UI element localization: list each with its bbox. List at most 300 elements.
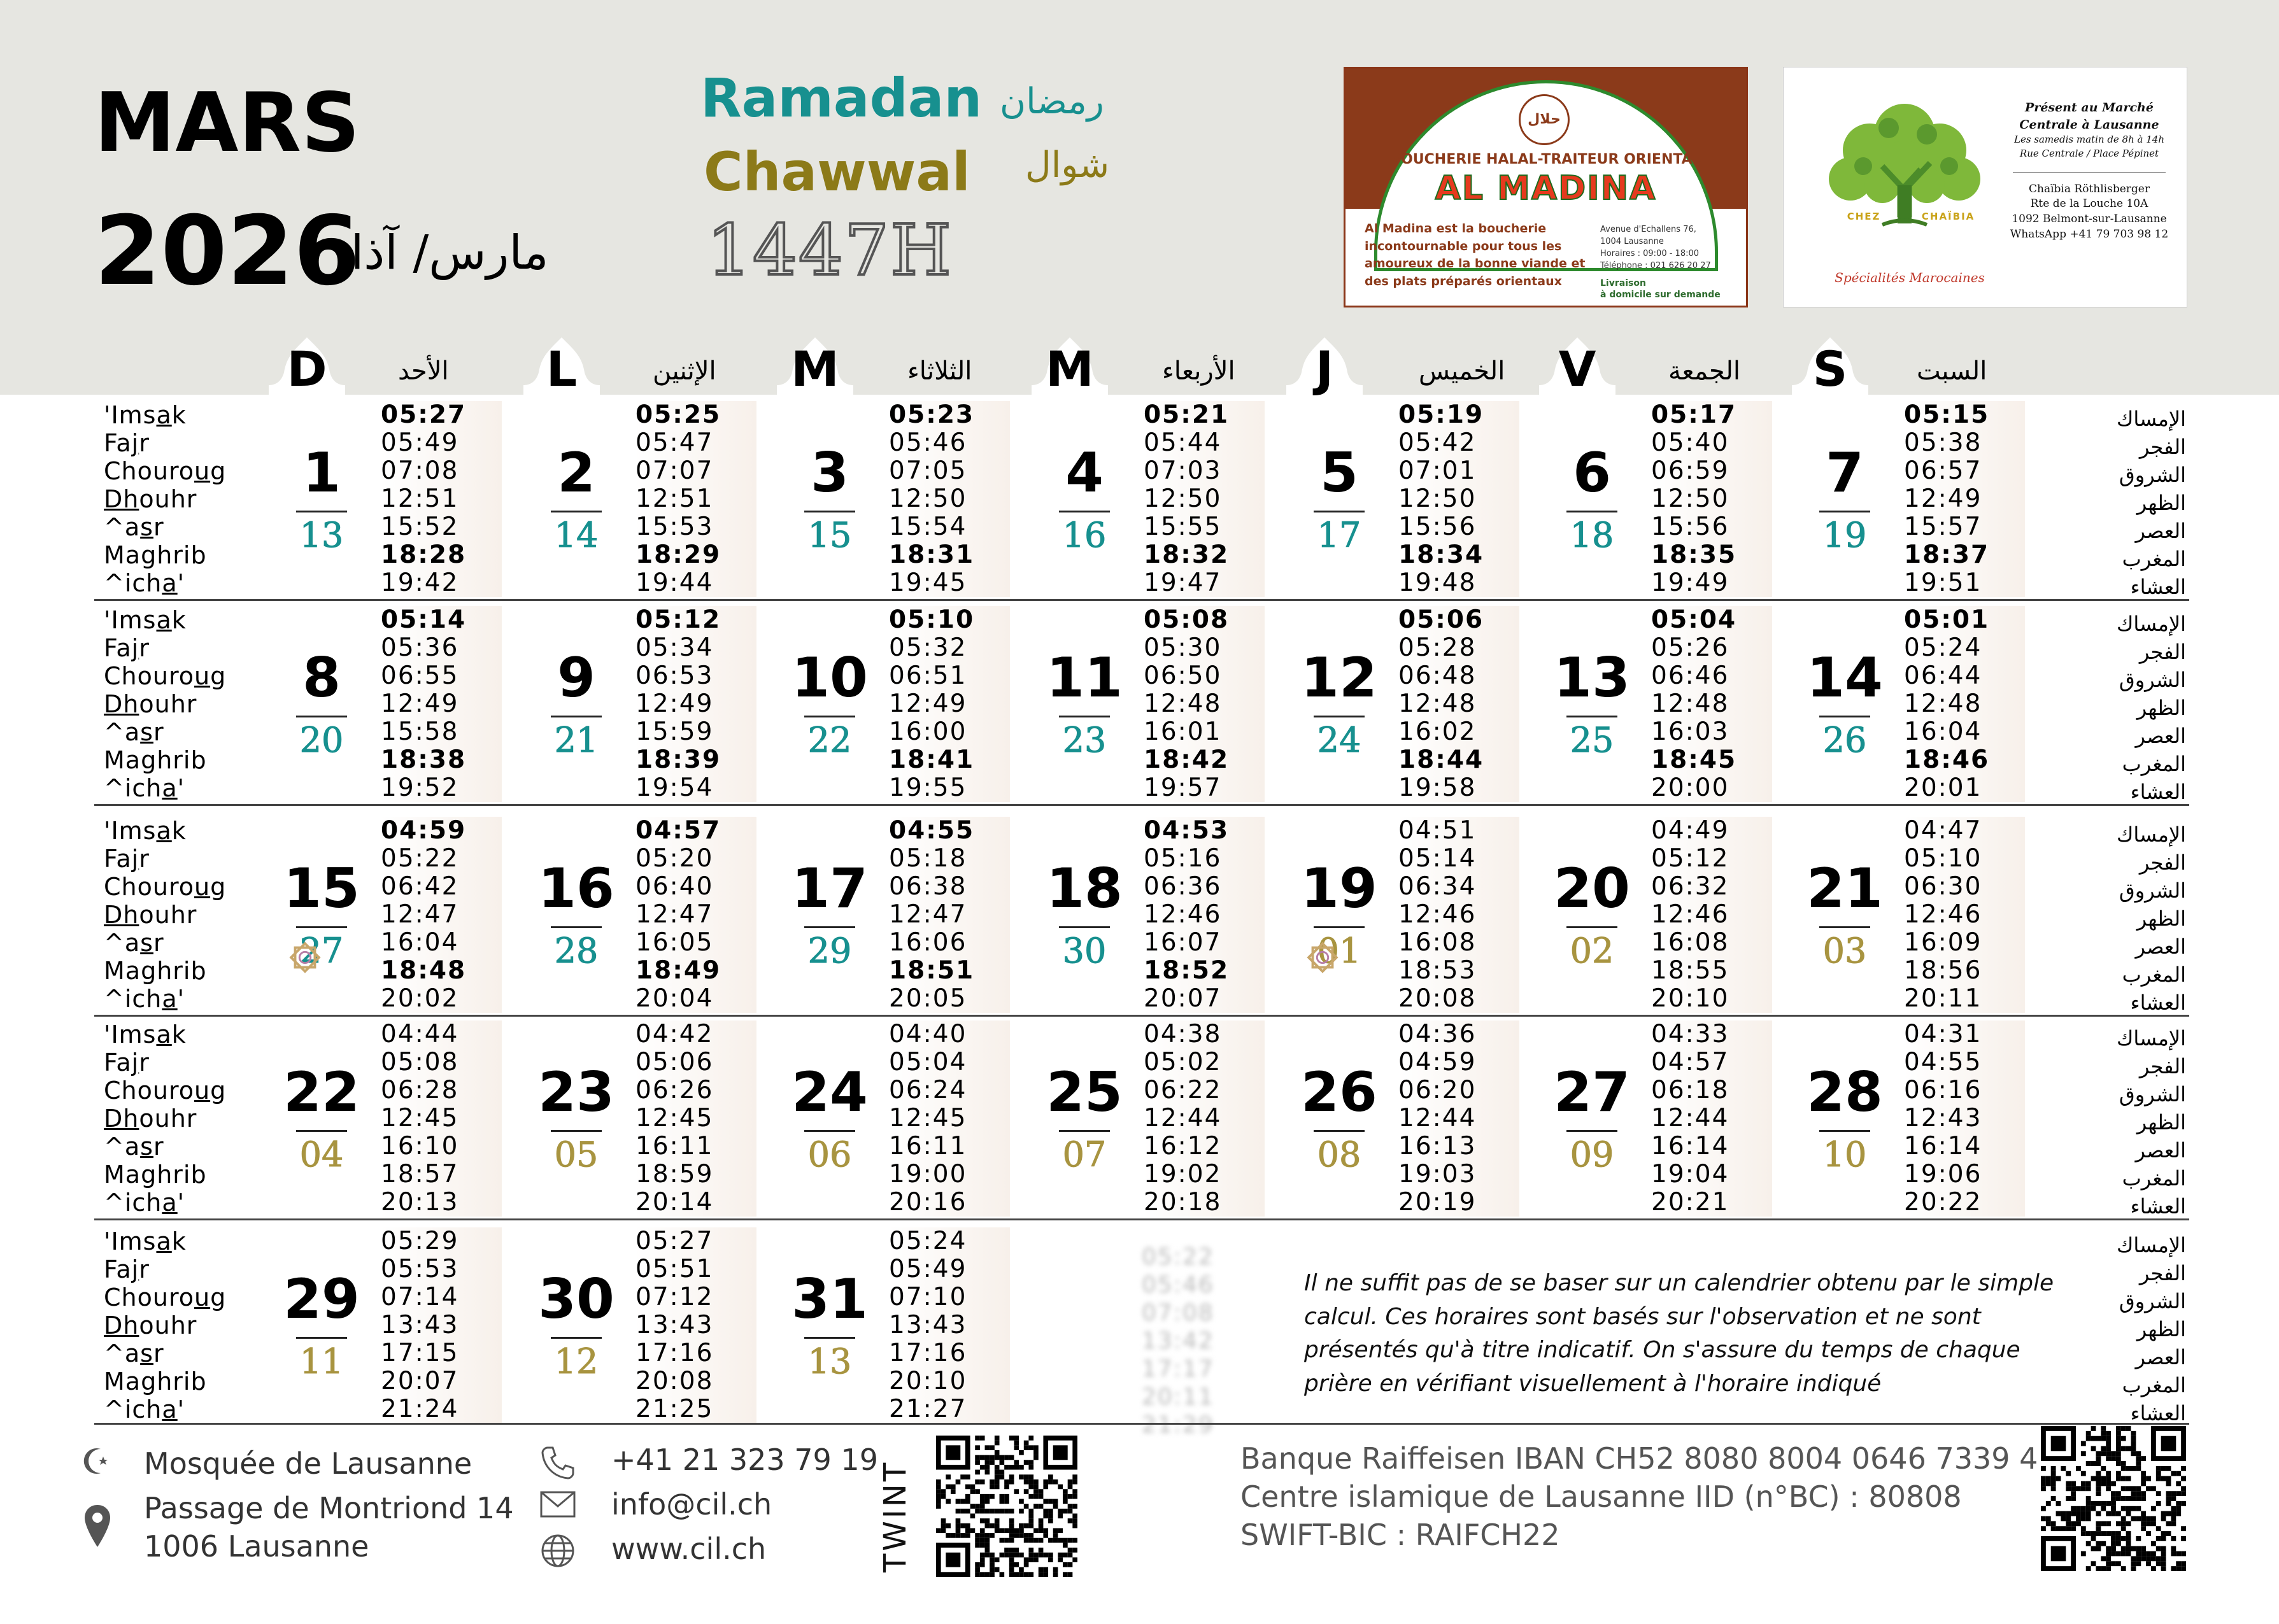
prayer-label-arabic: العصر xyxy=(2135,519,2186,543)
prayer-time: 06:57 xyxy=(1904,457,2025,485)
prayer-time: 16:06 xyxy=(889,929,1010,957)
prayer-label-arabic: العصر xyxy=(2135,935,2186,959)
prayer-time: 05:24 xyxy=(889,1227,1010,1255)
blurred-time: 05:22 xyxy=(1142,1244,1214,1270)
hijri-year: 1447H xyxy=(707,209,953,291)
prayer-time: 04:55 xyxy=(889,817,1010,845)
prayer-time: 20:04 xyxy=(635,985,756,1013)
hijri-day-number: 25 xyxy=(1570,720,1614,760)
prayer-label-arabic: العشاء xyxy=(2130,780,2186,804)
prayer-time: 05:27 xyxy=(381,401,502,429)
day-cell xyxy=(267,1020,519,1217)
footer-website[interactable]: www.cil.ch xyxy=(611,1532,767,1566)
prayer-label: Dhouhr xyxy=(104,1105,197,1133)
prayer-label-arabic: العصر xyxy=(2135,1345,2186,1369)
prayer-label: ^icha' xyxy=(104,569,185,597)
day-divider xyxy=(1314,926,1365,928)
prayer-time: 06:48 xyxy=(1398,662,1519,690)
prayer-time: 12:47 xyxy=(635,901,756,929)
prayer-label-arabic: العصر xyxy=(2135,1138,2186,1162)
prayer-label-arabic: العشاء xyxy=(2130,991,2186,1015)
prayer-times xyxy=(1398,1020,1519,1217)
day-cell xyxy=(1538,606,1789,802)
day-divider xyxy=(1566,926,1617,928)
prayer-time: 05:22 xyxy=(381,845,502,873)
prayer-time: 04:59 xyxy=(381,817,502,845)
prayer-times xyxy=(1904,401,2025,597)
weekday-arabic: الأحد xyxy=(398,357,449,386)
mail-icon xyxy=(540,1491,576,1518)
prayer-time: 19:51 xyxy=(1904,569,2025,597)
day-cell xyxy=(1791,1020,2042,1217)
day-cell xyxy=(776,401,1027,597)
day-divider xyxy=(551,1337,602,1339)
weekday-arabic: الجمعة xyxy=(1668,357,1740,386)
prayer-time: 05:38 xyxy=(1904,429,2025,457)
prayer-time: 06:26 xyxy=(635,1077,756,1105)
prayer-labels-arabic xyxy=(2091,1231,2186,1427)
prayer-time: 18:59 xyxy=(635,1161,756,1189)
day-divider xyxy=(1566,1130,1617,1132)
day-cell xyxy=(522,1227,774,1423)
prayer-time: 05:34 xyxy=(635,634,756,662)
prayer-time: 05:49 xyxy=(381,429,502,457)
prayer-time: 19:42 xyxy=(381,569,502,597)
prayer-time: 19:02 xyxy=(1144,1161,1265,1189)
prayer-time: 19:04 xyxy=(1651,1161,1772,1189)
hijri-day-number: 10 xyxy=(1822,1134,1867,1175)
day-divider xyxy=(804,926,855,928)
prayer-label-arabic: المغرب xyxy=(2122,963,2186,987)
prayer-time: 04:59 xyxy=(1398,1049,1519,1077)
prayer-time: 19:55 xyxy=(889,774,1010,802)
ad2-brand xyxy=(1822,211,2000,222)
prayer-label-arabic: الظهر xyxy=(2136,907,2186,931)
prayer-time: 06:46 xyxy=(1651,662,1772,690)
tree-logo-icon xyxy=(1819,90,1991,281)
prayer-time: 05:44 xyxy=(1144,429,1265,457)
prayer-label-arabic: الإمساك xyxy=(2117,612,2186,636)
day-cell xyxy=(1030,401,1282,597)
prayer-time: 13:43 xyxy=(635,1311,756,1339)
eight-point-star-icon xyxy=(1304,939,1341,976)
prayer-time: 04:57 xyxy=(635,817,756,845)
prayer-time: 20:19 xyxy=(1398,1189,1519,1217)
day-cell xyxy=(776,606,1027,802)
day-cell xyxy=(1538,401,1789,597)
prayer-label-arabic: العشاء xyxy=(2130,1401,2186,1425)
row-separator xyxy=(94,1218,2189,1220)
footer-bank-line: Centre islamique de Lausanne IID (n°BC) : 80808 xyxy=(1240,1479,1962,1514)
prayer-label: ^icha' xyxy=(104,1189,185,1217)
hijri-day-number: 04 xyxy=(299,1134,344,1175)
prayer-time: 12:47 xyxy=(381,901,502,929)
prayer-time: 20:21 xyxy=(1651,1189,1772,1217)
footer-street: Passage de Montriond 14 xyxy=(144,1491,514,1525)
day-cell xyxy=(776,1227,1027,1423)
day-cell xyxy=(1285,817,1537,1013)
prayer-times xyxy=(1398,606,1519,802)
prayer-label: Chouroug xyxy=(104,1283,227,1311)
prayer-time: 15:57 xyxy=(1904,513,2025,541)
hijri-day-number: 23 xyxy=(1062,720,1107,760)
day-divider xyxy=(1819,1130,1870,1132)
eight-point-star-icon xyxy=(287,939,323,976)
prayer-time: 20:00 xyxy=(1651,774,1772,802)
prayer-time: 04:49 xyxy=(1651,817,1772,845)
prayer-time: 05:10 xyxy=(889,606,1010,634)
prayer-time: 05:06 xyxy=(635,1049,756,1077)
prayer-time: 12:49 xyxy=(1904,485,2025,513)
day-number: 19 xyxy=(1301,857,1377,921)
weekday-letter: J xyxy=(1315,341,1334,397)
hijri-day-number: 06 xyxy=(807,1134,852,1175)
day-number: 17 xyxy=(792,857,868,921)
twint-qr-code-icon[interactable] xyxy=(936,1436,1077,1577)
prayer-time: 12:49 xyxy=(381,690,502,718)
day-number: 3 xyxy=(811,441,849,505)
day-cell xyxy=(522,401,774,597)
prayer-time: 05:24 xyxy=(1904,634,2025,662)
prayer-times xyxy=(889,606,1010,802)
hijri-day-number: 29 xyxy=(807,931,852,971)
prayer-label-arabic: الإمساك xyxy=(2117,1026,2186,1050)
prayer-time: 18:28 xyxy=(381,541,502,569)
prayer-time: 18:29 xyxy=(635,541,756,569)
prayer-label-arabic: الشروق xyxy=(2119,463,2186,487)
prayer-label-arabic: المغرب xyxy=(2122,1166,2186,1190)
ad2-info-line: Rue Centrale / Place Pépinet xyxy=(2019,147,2159,159)
prayer-time: 19:06 xyxy=(1904,1161,2025,1189)
bank-qr-code-icon[interactable] xyxy=(2041,1426,2186,1571)
prayer-time: 19:52 xyxy=(381,774,502,802)
day-number: 4 xyxy=(1065,441,1104,505)
day-divider xyxy=(551,1130,602,1132)
day-cell xyxy=(267,1227,519,1423)
prayer-times xyxy=(1144,401,1265,597)
prayer-label: ^icha' xyxy=(104,985,185,1013)
prayer-time: 19:45 xyxy=(889,569,1010,597)
prayer-label: ^asr xyxy=(104,1133,164,1161)
location-pin-icon xyxy=(83,1504,112,1550)
prayer-time: 16:13 xyxy=(1398,1133,1519,1161)
row-separator xyxy=(94,1423,2189,1425)
prayer-time: 07:08 xyxy=(381,457,502,485)
prayer-label-arabic: الفجر xyxy=(2139,640,2186,664)
prayer-label: Maghrib xyxy=(104,957,207,985)
ad-al-madina xyxy=(1344,67,1748,307)
prayer-time: 20:07 xyxy=(1144,985,1265,1013)
prayer-time: 05:36 xyxy=(381,634,502,662)
prayer-time: 16:01 xyxy=(1144,718,1265,746)
blurred-time: 17:17 xyxy=(1142,1356,1214,1382)
prayer-times xyxy=(1144,606,1265,802)
hijri-day-number: 27 xyxy=(299,931,344,971)
day-number: 21 xyxy=(1807,857,1883,921)
ad-address-line: 1004 Lausanne xyxy=(1600,236,1664,246)
day-divider xyxy=(804,716,855,717)
weekday-letter: L xyxy=(546,341,578,397)
prayer-time: 19:54 xyxy=(635,774,756,802)
prayer-label-arabic: الفجر xyxy=(2139,851,2186,875)
ad2-info-line: Présent au Marché xyxy=(2025,101,2154,115)
day-divider xyxy=(1059,511,1110,512)
prayer-time: 21:25 xyxy=(635,1395,756,1423)
prayer-label-arabic: المغرب xyxy=(2122,1373,2186,1397)
prayer-time: 16:04 xyxy=(1904,718,2025,746)
prayer-label-arabic: المغرب xyxy=(2122,547,2186,571)
ad-address-line: Avenue d'Echallens 76, xyxy=(1600,225,1696,234)
prayer-time: 07:10 xyxy=(889,1283,1010,1311)
prayer-time: 04:57 xyxy=(1651,1049,1772,1077)
prayer-time: 05:12 xyxy=(635,606,756,634)
hijri-day-number: 07 xyxy=(1062,1134,1107,1175)
prayer-time: 18:42 xyxy=(1144,746,1265,774)
hijri-day-number: 30 xyxy=(1062,931,1107,971)
prayer-label: 'Imsak xyxy=(104,817,187,845)
prayer-time: 05:21 xyxy=(1144,401,1265,429)
prayer-labels-arabic xyxy=(2091,1024,2186,1220)
prayer-time: 19:03 xyxy=(1398,1161,1519,1189)
prayer-label-arabic: العصر xyxy=(2135,724,2186,748)
day-divider xyxy=(1314,716,1365,717)
day-number: 18 xyxy=(1046,857,1123,921)
day-number: 5 xyxy=(1320,441,1358,505)
prayer-times xyxy=(889,817,1010,1013)
prayer-time: 06:32 xyxy=(1651,873,1772,901)
prayer-time: 12:49 xyxy=(635,690,756,718)
prayer-time: 12:45 xyxy=(635,1105,756,1133)
globe-icon xyxy=(540,1533,576,1569)
prayer-time: 18:38 xyxy=(381,746,502,774)
day-divider xyxy=(1059,1130,1110,1132)
prayer-time: 05:26 xyxy=(1651,634,1772,662)
day-cell xyxy=(522,817,774,1013)
day-number: 10 xyxy=(792,646,868,710)
prayer-time: 18:44 xyxy=(1398,746,1519,774)
prayer-time: 16:07 xyxy=(1144,929,1265,957)
day-cell xyxy=(1030,817,1282,1013)
day-divider xyxy=(296,1337,347,1339)
prayer-label: Maghrib xyxy=(104,746,207,774)
footer-mosque: Mosquée de Lausanne xyxy=(144,1446,472,1481)
prayer-time: 13:43 xyxy=(889,1311,1010,1339)
hijri-day-number: 13 xyxy=(299,515,344,555)
prayer-time: 05:08 xyxy=(381,1049,502,1077)
prayer-times xyxy=(635,606,756,802)
prayer-time: 05:06 xyxy=(1398,606,1519,634)
prayer-label-arabic: الشروق xyxy=(2119,1082,2186,1106)
prayer-time: 12:45 xyxy=(381,1105,502,1133)
prayer-time: 04:38 xyxy=(1144,1020,1265,1049)
ad2-brand-word: CHEZ xyxy=(1847,211,1881,222)
disclaimer-note: Il ne suffit pas de se baser sur un calendrier obtenu par le simple calcul. Ces horaires sont basés sur l'observation et ne sont présentés qu'à titre indicatif. On s'assure du temps de chaque prière en vérifiant visuellement à l'horaire indiqué xyxy=(1304,1270,2054,1397)
prayer-label-arabic: الظهر xyxy=(2136,491,2186,515)
prayer-time: 05:47 xyxy=(635,429,756,457)
prayer-time: 05:14 xyxy=(381,606,502,634)
week-row xyxy=(94,1020,2189,1224)
prayer-time: 12:48 xyxy=(1651,690,1772,718)
day-number: 11 xyxy=(1046,646,1123,710)
day-number: 1 xyxy=(302,441,341,505)
day-number: 16 xyxy=(538,857,614,921)
hijri-day-number: 08 xyxy=(1317,1134,1361,1175)
prayer-time: 16:02 xyxy=(1398,718,1519,746)
ad-chez-chaibia xyxy=(1783,67,2187,307)
prayer-time: 18:32 xyxy=(1144,541,1265,569)
prayer-time: 15:58 xyxy=(381,718,502,746)
ad2-info-line: 1092 Belmont-sur-Lausanne xyxy=(2012,213,2167,226)
prayer-times xyxy=(1904,606,2025,802)
prayer-label: Dhouhr xyxy=(104,485,197,513)
prayer-time: 16:08 xyxy=(1651,929,1772,957)
prayer-time: 05:19 xyxy=(1398,401,1519,429)
ad-description: Al Madina est la boucherie incontournable pour tous les amoureux de la bonne viande et des plats préparés orientaux xyxy=(1365,222,1586,288)
prayer-time: 05:10 xyxy=(1904,845,2025,873)
prayer-time: 04:42 xyxy=(635,1020,756,1049)
prayer-time: 18:48 xyxy=(381,957,502,985)
prayer-time: 12:46 xyxy=(1651,901,1772,929)
day-number: 6 xyxy=(1573,441,1611,505)
day-number: 2 xyxy=(557,441,595,505)
prayer-time: 04:53 xyxy=(1144,817,1265,845)
prayer-time: 04:47 xyxy=(1904,817,2025,845)
hijri-day-number: 18 xyxy=(1570,515,1614,555)
prayer-time: 18:41 xyxy=(889,746,1010,774)
hijri-day-number: 12 xyxy=(554,1341,599,1381)
prayer-time: 05:29 xyxy=(381,1227,502,1255)
prayer-times xyxy=(635,1227,756,1423)
prayer-label: 'Imsak xyxy=(104,401,187,429)
ad-delivery xyxy=(1600,278,1743,300)
hijri-day-number: 02 xyxy=(1570,931,1614,971)
ad2-info xyxy=(1997,99,2182,243)
hijri-day-number: 03 xyxy=(1822,931,1867,971)
prayer-label: Dhouhr xyxy=(104,690,197,718)
prayer-time: 12:45 xyxy=(889,1105,1010,1133)
ad-delivery-line: Livraison xyxy=(1600,278,1646,288)
prayer-times xyxy=(381,401,502,597)
hijri-day-number: 13 xyxy=(807,1341,852,1381)
hijri-day-number: 24 xyxy=(1317,720,1361,760)
prayer-time: 16:14 xyxy=(1904,1133,2025,1161)
blurred-times xyxy=(1142,1243,1244,1438)
prayer-time: 19:47 xyxy=(1144,569,1265,597)
ad-address xyxy=(1600,224,1743,272)
prayer-time: 16:12 xyxy=(1144,1133,1265,1161)
day-cell xyxy=(267,817,519,1013)
prayer-time: 16:14 xyxy=(1651,1133,1772,1161)
prayer-time: 20:08 xyxy=(1398,985,1519,1013)
prayer-time: 12:50 xyxy=(1144,485,1265,513)
prayer-time: 18:39 xyxy=(635,746,756,774)
prayer-time: 06:44 xyxy=(1904,662,2025,690)
prayer-label-arabic: الإمساك xyxy=(2117,823,2186,847)
day-divider xyxy=(1566,716,1617,717)
ad2-brand-word: CHAÏBIA xyxy=(1921,211,1975,222)
prayer-time: 05:23 xyxy=(889,401,1010,429)
day-cell xyxy=(1538,817,1789,1013)
prayer-time: 18:49 xyxy=(635,957,756,985)
prayer-time: 06:59 xyxy=(1651,457,1772,485)
prayer-time: 16:04 xyxy=(381,929,502,957)
hijri-day-number: 20 xyxy=(299,720,344,760)
weekday-arabic: الإثنين xyxy=(653,357,716,386)
day-cell xyxy=(1538,1020,1789,1217)
prayer-time: 15:53 xyxy=(635,513,756,541)
prayer-label-arabic: الشروق xyxy=(2119,879,2186,903)
prayer-label: ^asr xyxy=(104,513,164,541)
prayer-time: 19:49 xyxy=(1651,569,1772,597)
prayer-time: 16:11 xyxy=(635,1133,756,1161)
footer-email[interactable]: info@cil.ch xyxy=(611,1487,772,1522)
prayer-time: 06:40 xyxy=(635,873,756,901)
blurred-time: 07:08 xyxy=(1142,1300,1214,1326)
prayer-label-arabic: الإمساك xyxy=(2117,407,2186,431)
day-number: 20 xyxy=(1554,857,1630,921)
day-divider xyxy=(1059,716,1110,717)
ad-delivery-line: à domicile sur demande xyxy=(1600,290,1721,300)
week-row xyxy=(94,817,2189,1020)
prayer-time: 04:51 xyxy=(1398,817,1519,845)
twint-label: TWINT xyxy=(877,1460,913,1572)
day-cell xyxy=(267,401,519,597)
prayer-label-arabic: الشروق xyxy=(2119,1289,2186,1313)
prayer-label-arabic: الفجر xyxy=(2139,435,2186,459)
footer-phone[interactable]: +41 21 323 79 19 xyxy=(611,1443,878,1477)
prayer-time: 19:58 xyxy=(1398,774,1519,802)
prayer-time: 13:43 xyxy=(381,1311,502,1339)
prayer-times xyxy=(889,1227,1010,1423)
prayer-time: 05:53 xyxy=(381,1255,502,1283)
prayer-time: 12:50 xyxy=(889,485,1010,513)
prayer-label: Maghrib xyxy=(104,541,207,569)
day-number: 30 xyxy=(538,1267,614,1331)
prayer-times xyxy=(1144,817,1265,1013)
prayer-times xyxy=(381,1227,502,1423)
footer-city: 1006 Lausanne xyxy=(144,1529,369,1564)
hijri-day-number: 01 xyxy=(1317,931,1361,971)
prayer-time: 16:03 xyxy=(1651,718,1772,746)
prayer-times xyxy=(381,1020,502,1217)
week-row xyxy=(94,401,2189,605)
prayer-label: ^asr xyxy=(104,1339,164,1367)
prayer-time: 05:17 xyxy=(1651,401,1772,429)
prayer-time: 05:15 xyxy=(1904,401,2025,429)
day-divider xyxy=(296,926,347,928)
ad2-info-line: WhatsApp +41 79 703 98 12 xyxy=(2010,228,2169,241)
prayer-time: 18:45 xyxy=(1651,746,1772,774)
prayer-time: 07:12 xyxy=(635,1283,756,1311)
day-number: 29 xyxy=(283,1267,360,1331)
prayer-time: 16:08 xyxy=(1398,929,1519,957)
hijri-day-number: 21 xyxy=(554,720,599,760)
prayer-times xyxy=(381,817,502,1013)
day-number: 15 xyxy=(283,857,360,921)
prayer-time: 20:02 xyxy=(381,985,502,1013)
prayer-time: 06:18 xyxy=(1651,1077,1772,1105)
prayer-label: Chouroug xyxy=(104,873,227,901)
prayer-time: 15:55 xyxy=(1144,513,1265,541)
prayer-label: Dhouhr xyxy=(104,1311,197,1339)
ad2-info-line: Rte de la Louche 10A xyxy=(2030,197,2148,211)
prayer-time: 20:10 xyxy=(1651,985,1772,1013)
day-divider xyxy=(296,1130,347,1132)
prayer-time: 12:51 xyxy=(381,485,502,513)
blurred-time: 05:46 xyxy=(1142,1272,1214,1298)
prayer-time: 18:51 xyxy=(889,957,1010,985)
prayer-label: 'Imsak xyxy=(104,1020,187,1049)
